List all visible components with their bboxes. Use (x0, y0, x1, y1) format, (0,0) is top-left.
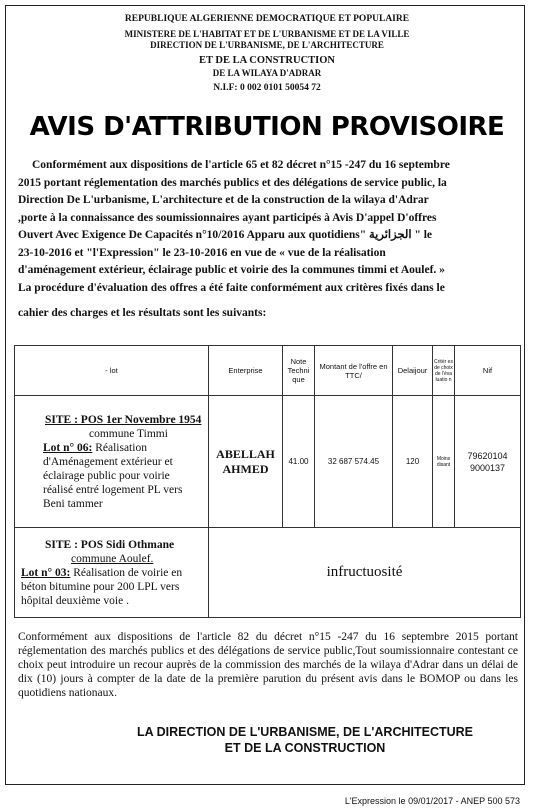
lot-cell (15, 528, 209, 618)
lot-description: Réalisation de voirie en béton bitumine pour 200 LPL vers hôpital deuxième voie . (21, 566, 183, 607)
lot-label: Lot n° 03: (21, 566, 71, 579)
commune-line: commune Timmi (89, 427, 168, 440)
signature-line-2: ET DE LA CONSTRUCTION (224, 741, 386, 755)
entreprise-cell: ABELLAH AHMED (209, 396, 283, 528)
result-cell: infructuosité (209, 528, 521, 618)
intro-paragraph (18, 157, 518, 323)
delai-cell: 120 (393, 396, 433, 528)
lot-description: Réalisation d'Aménagement extérieur et éclairage public pour voirie réalisé entré logement PL vers Beni tammer (43, 441, 183, 510)
col-header-note: Note Techni que (283, 346, 315, 396)
table-header-row (15, 346, 521, 396)
publication-reference: L'Expression le 09/01/2017 - ANEP 500 573 (344, 796, 520, 806)
commune-line: commune Aoulef. (71, 552, 154, 565)
critere-cell: Moins disant (433, 396, 455, 528)
col-header-lot: - lot (15, 346, 209, 396)
header-republic: REPUBLIQUE ALGERIENNE DEMOCRATIQUE ET POPULAIRE (124, 14, 410, 24)
col-header-nif: Nif (455, 346, 521, 396)
intro-line: Conformément aux dispositions de l'article 65 et 82 décret n°15 -247 du 16 septembre (32, 159, 450, 171)
nif-cell: 79620104 9000137 (455, 396, 521, 528)
footer-paragraph: Conformément aux dispositions de l'article 82 du décret n°15 -247 du 16 septembre 2015 portant réglementation des marchés publics et des délégations de service public,Tout soumissionnaire contestant ce choix peut introduire un recour auprès de la commission des marchés de la wilaya d'Adrar dans un délai de dix (10) jours à compter de la date de la première parution du présent avis dans le BOMOP ou dans les quotidiens nationaux. (18, 631, 518, 699)
intro-line: Ouvert Avec Exigence De Capacités n°10/2016 Apparu aux quotidiens" الجزائرية " le (18, 229, 433, 241)
table-row (15, 396, 521, 528)
signature-line-1: LA DIRECTION DE L'URBANISME, DE L'ARCHITECTURE (136, 725, 474, 739)
intro-line: ,porte à la connaissance des soumissionnaires ayant participés à Avis D'appel D'offres (18, 211, 437, 224)
col-header-delai: Delaijour (393, 346, 433, 396)
header-construction: ET DE LA CONSTRUCTION (198, 55, 336, 66)
lot-label: Lot n° 06: (43, 441, 93, 454)
col-header-montant: Montant de l'offre en TTC/ (315, 346, 393, 396)
montant-cell: 32 687 574.45 (315, 396, 393, 528)
intro-line: La procédure d'évaluation des offres a été faite conformément aux critères fixés dans le (18, 281, 445, 294)
header-wilaya: DE LA WILAYA D'ADRAR (212, 68, 322, 78)
note-cell: 41.00 (283, 396, 315, 528)
site-text: SITE : POS Sidi Othmane (45, 538, 175, 551)
intro-line: d'aménagement extérieur, éclairage public et voirie des la communes timmi et Aoulef. » (18, 264, 445, 276)
header-ministry: MINISTERE DE L'HABITAT ET DE L'URBANISME ET DE LA VILLE (124, 29, 410, 39)
col-header-entreprise: Enterprise (209, 346, 283, 396)
lot-cell (15, 396, 209, 528)
header-direction: DIRECTION DE L'URBANISME, DE L'ARCHITECTURE (150, 40, 384, 50)
col-header-critere: Critèr es de choix de l'éva luatio n (433, 346, 455, 396)
results-table (14, 345, 521, 618)
intro-line: 23-10-2016 et "l'Expression" le 23-10-2016 en vue de « vue de la réalisation (18, 246, 386, 259)
table-row (15, 528, 521, 618)
site-text: SITE : POS 1er Novembre 1954 (45, 413, 202, 426)
intro-line: cahier des charges et les résultats sont les suivants: (18, 307, 267, 319)
notice-title: AVIS D'ATTRIBUTION PROVISOIRE (29, 112, 505, 142)
site-line (21, 413, 202, 427)
intro-line: 2015 portant réglementation des marchés publics et des délégations de service public, la (18, 176, 447, 189)
intro-line: Direction De L'urbanisme, L'architecture et de la construction de la wilaya d'Adrar (18, 194, 429, 206)
header-nif: N.I.F: 0 002 0101 50054 72 (213, 83, 321, 93)
